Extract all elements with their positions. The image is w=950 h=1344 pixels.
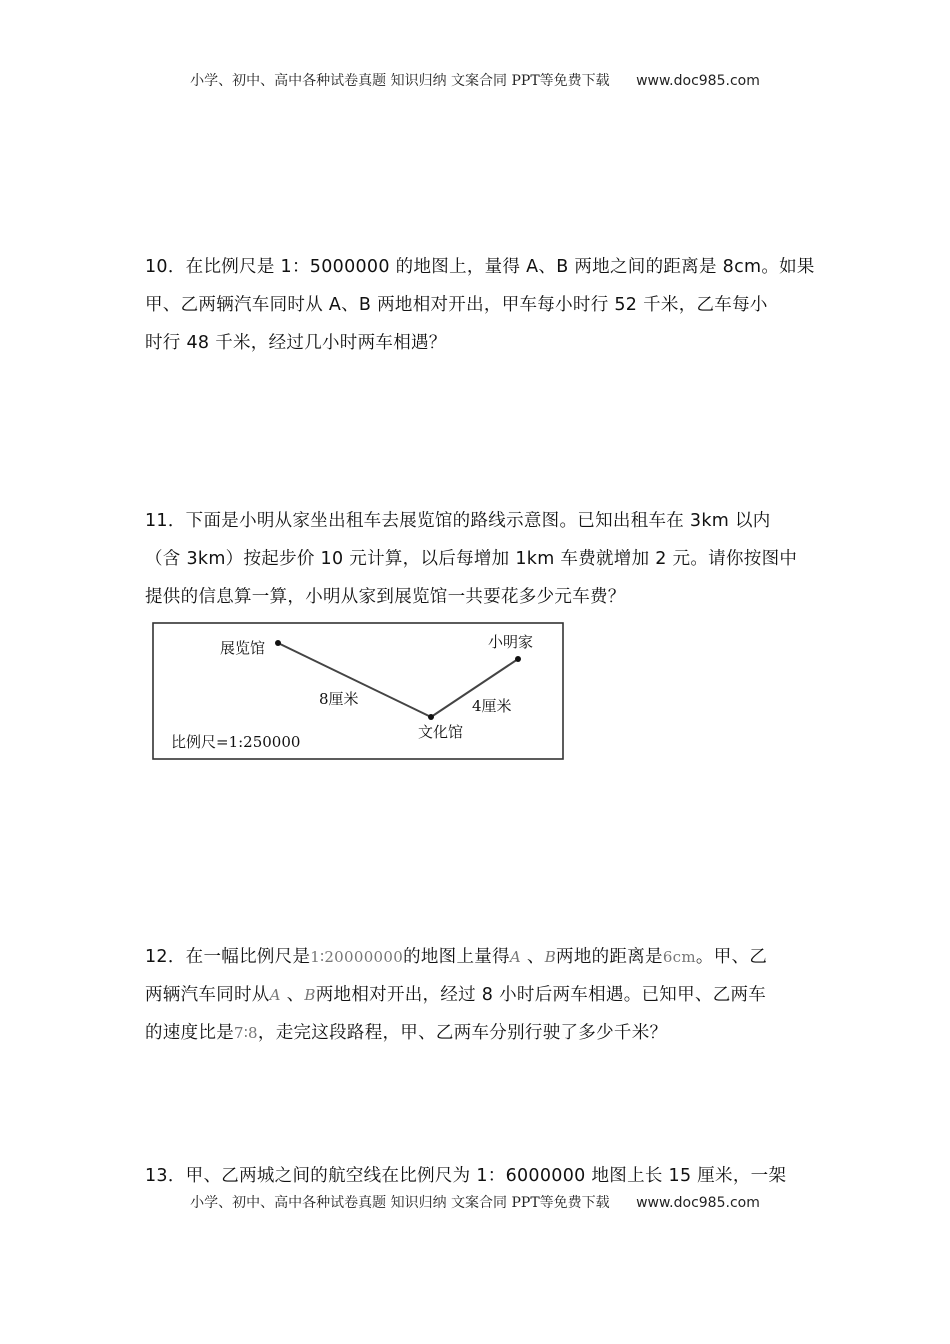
question-10	[145, 248, 815, 362]
header-text: 小学、初中、高中各种试卷真题 知识归纳 文案合同 PPT等免费下载	[190, 73, 610, 89]
q12-point-b-2: B	[304, 986, 316, 1004]
question-11	[145, 502, 810, 616]
culture-point	[428, 714, 434, 720]
label-segment-2: 4厘米	[472, 697, 512, 715]
route-diagram	[152, 622, 566, 762]
q12-text-1d: 。甲、乙	[695, 947, 768, 967]
q12-scale: 1∶20000000	[310, 948, 404, 966]
q12-text-1b: 的地图上量得	[403, 947, 510, 967]
question-13	[145, 1157, 810, 1195]
q12-text-3b: ，走完这段路程，甲、乙两车分别行驶了多少千米？	[257, 1023, 668, 1043]
q12-text-1c: 两地的距离是	[556, 947, 663, 967]
label-segment-1: 8厘米	[319, 690, 359, 708]
q12-distance: 6cm	[662, 948, 696, 966]
label-exhibition: 展览馆	[220, 639, 266, 657]
footer-text: 小学、初中、高中各种试卷真题 知识归纳 文案合同 PPT等免费下载	[190, 1195, 610, 1211]
question-13-line-1: 13．甲、乙两城之间的航空线在比例尺为 1：6000000 地图上长 15 厘米，一架	[145, 1166, 787, 1186]
q12-text-2b: 两地相对开出，经过 8 小时后两车相遇。已知甲、乙两车	[315, 985, 767, 1005]
label-home: 小明家	[488, 633, 534, 651]
q12-text-3a: 的速度比是	[145, 1023, 234, 1043]
question-12-line-2	[145, 976, 810, 1014]
q12-ratio: 7∶8	[234, 1024, 258, 1042]
question-10-line-1: 10．在比例尺是 1：5000000 的地图上，量得 A、B 两地之间的距离是 8cm。如果	[145, 257, 815, 277]
question-11-line-2: （含 3km）按起步价 10 元计算，以后每增加 1km 车费就增加 2 元。请你按图中	[145, 549, 798, 569]
question-11-line-3: 提供的信息算一算，小明从家到展览馆一共要花多少元车费？	[145, 587, 626, 607]
q12-point-a-2: A	[269, 986, 281, 1004]
q12-sep-2: 、	[280, 985, 305, 1005]
label-culture: 文化馆	[418, 723, 464, 741]
question-12-line-3	[145, 1014, 810, 1052]
question-11-line-1: 11．下面是小明从家坐出租车去展览馆的路线示意图。已知出租车在 3km 以内	[145, 511, 771, 531]
q12-sep-1: 、	[521, 947, 545, 967]
exhibition-point	[275, 640, 281, 646]
q12-point-b: B	[544, 948, 557, 966]
page-footer	[0, 1192, 950, 1212]
question-12-line-1	[145, 938, 810, 976]
question-10-line-2: 甲、乙两辆汽车同时从 A、B 两地相对开出，甲车每小时行 52 千米，乙车每小	[145, 295, 768, 315]
home-point	[515, 656, 521, 662]
q12-point-a: A	[509, 948, 522, 966]
question-10-line-3: 时行 48 千米，经过几小时两车相遇？	[145, 333, 447, 353]
q12-text-1a: 12．在一幅比例尺是	[145, 947, 311, 967]
question-12	[145, 938, 810, 1052]
footer-site: www.doc985.com	[636, 1195, 760, 1211]
q12-text-2a: 两辆汽车同时从	[145, 985, 270, 1005]
label-scale: 比例尺=1:250000	[171, 733, 301, 751]
page-header	[0, 70, 950, 90]
header-site: www.doc985.com	[636, 73, 760, 89]
